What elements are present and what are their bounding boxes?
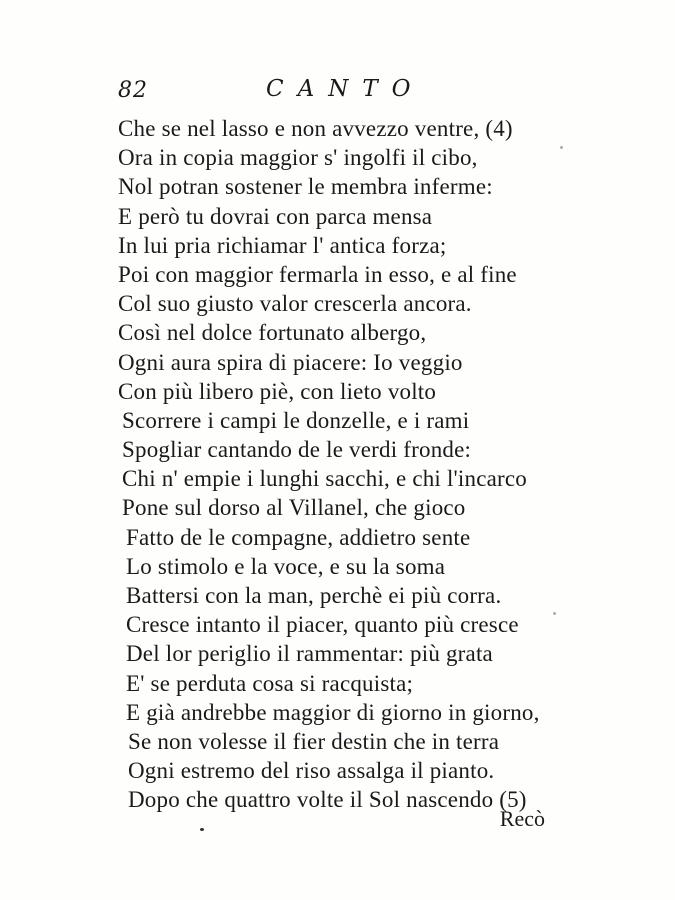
verse-line: Dopo che quattro volte il Sol nascendo (5) bbox=[128, 787, 527, 813]
verse-line: Del lor periglio il rammentar: più grata bbox=[126, 641, 493, 667]
catchword: Recò bbox=[499, 806, 545, 831]
ink-speck bbox=[553, 612, 556, 615]
verse-line: E' se perduta cosa si racquista; bbox=[126, 670, 414, 696]
verse-line: Battersi con la man, perchè ei più corra. bbox=[126, 583, 502, 608]
verse-line: Poi con maggior fermarla in esso, e al fine bbox=[118, 261, 517, 287]
verse-line: E già andrebbe maggior di giorno in giorno, bbox=[126, 699, 540, 725]
page-header bbox=[118, 74, 558, 110]
verse-line: Cresce intanto il piacer, quanto più cresce bbox=[126, 612, 519, 638]
verse-line: In lui pria richiamar l' antica forza; bbox=[118, 232, 447, 258]
verse-line: Se non volesse il fier destin che in terra bbox=[128, 728, 500, 754]
ink-speck bbox=[560, 146, 563, 149]
verse-line: Col suo giusto valor crescerla ancora. bbox=[118, 291, 472, 317]
verse-line: Chi n' empie i lunghi sacchi, e chi l'incarco bbox=[122, 466, 527, 492]
verse-line: Così nel dolce fortunato albergo, bbox=[118, 320, 427, 346]
verse-line: E però tu dovrai con parca mensa bbox=[118, 203, 433, 229]
ink-speck bbox=[200, 828, 204, 831]
verse-line: Che se nel lasso e non avvezzo ventre, (4) bbox=[118, 116, 513, 141]
verse-line: Spogliar cantando de le verdi fronde: bbox=[122, 437, 472, 463]
running-head: CANTO bbox=[266, 76, 425, 102]
verse-line: Lo stimolo e la voce, e su la soma bbox=[126, 553, 446, 579]
verse-line: Nol potran sostener le membra inferme: bbox=[118, 174, 493, 200]
verse-line: Pone sul dorso al Villanel, che gioco bbox=[122, 495, 466, 521]
verse-line: Con più libero piè, con lieto volto bbox=[118, 378, 437, 404]
verse-line: Scorrere i campi le donzelle, e i rami bbox=[122, 407, 470, 433]
verse-line: Ora in copia maggior s' ingolfi il cibo, bbox=[118, 145, 478, 171]
page-number: 82 bbox=[118, 78, 148, 103]
verse-line: Ogni estremo del riso assalga il pianto. bbox=[128, 758, 495, 784]
verse-line: Ogni aura spira di piacere: Io veggio bbox=[118, 349, 463, 375]
verse-block bbox=[118, 114, 558, 815]
verse-line: Fatto de le compagne, addietro sente bbox=[126, 524, 471, 550]
